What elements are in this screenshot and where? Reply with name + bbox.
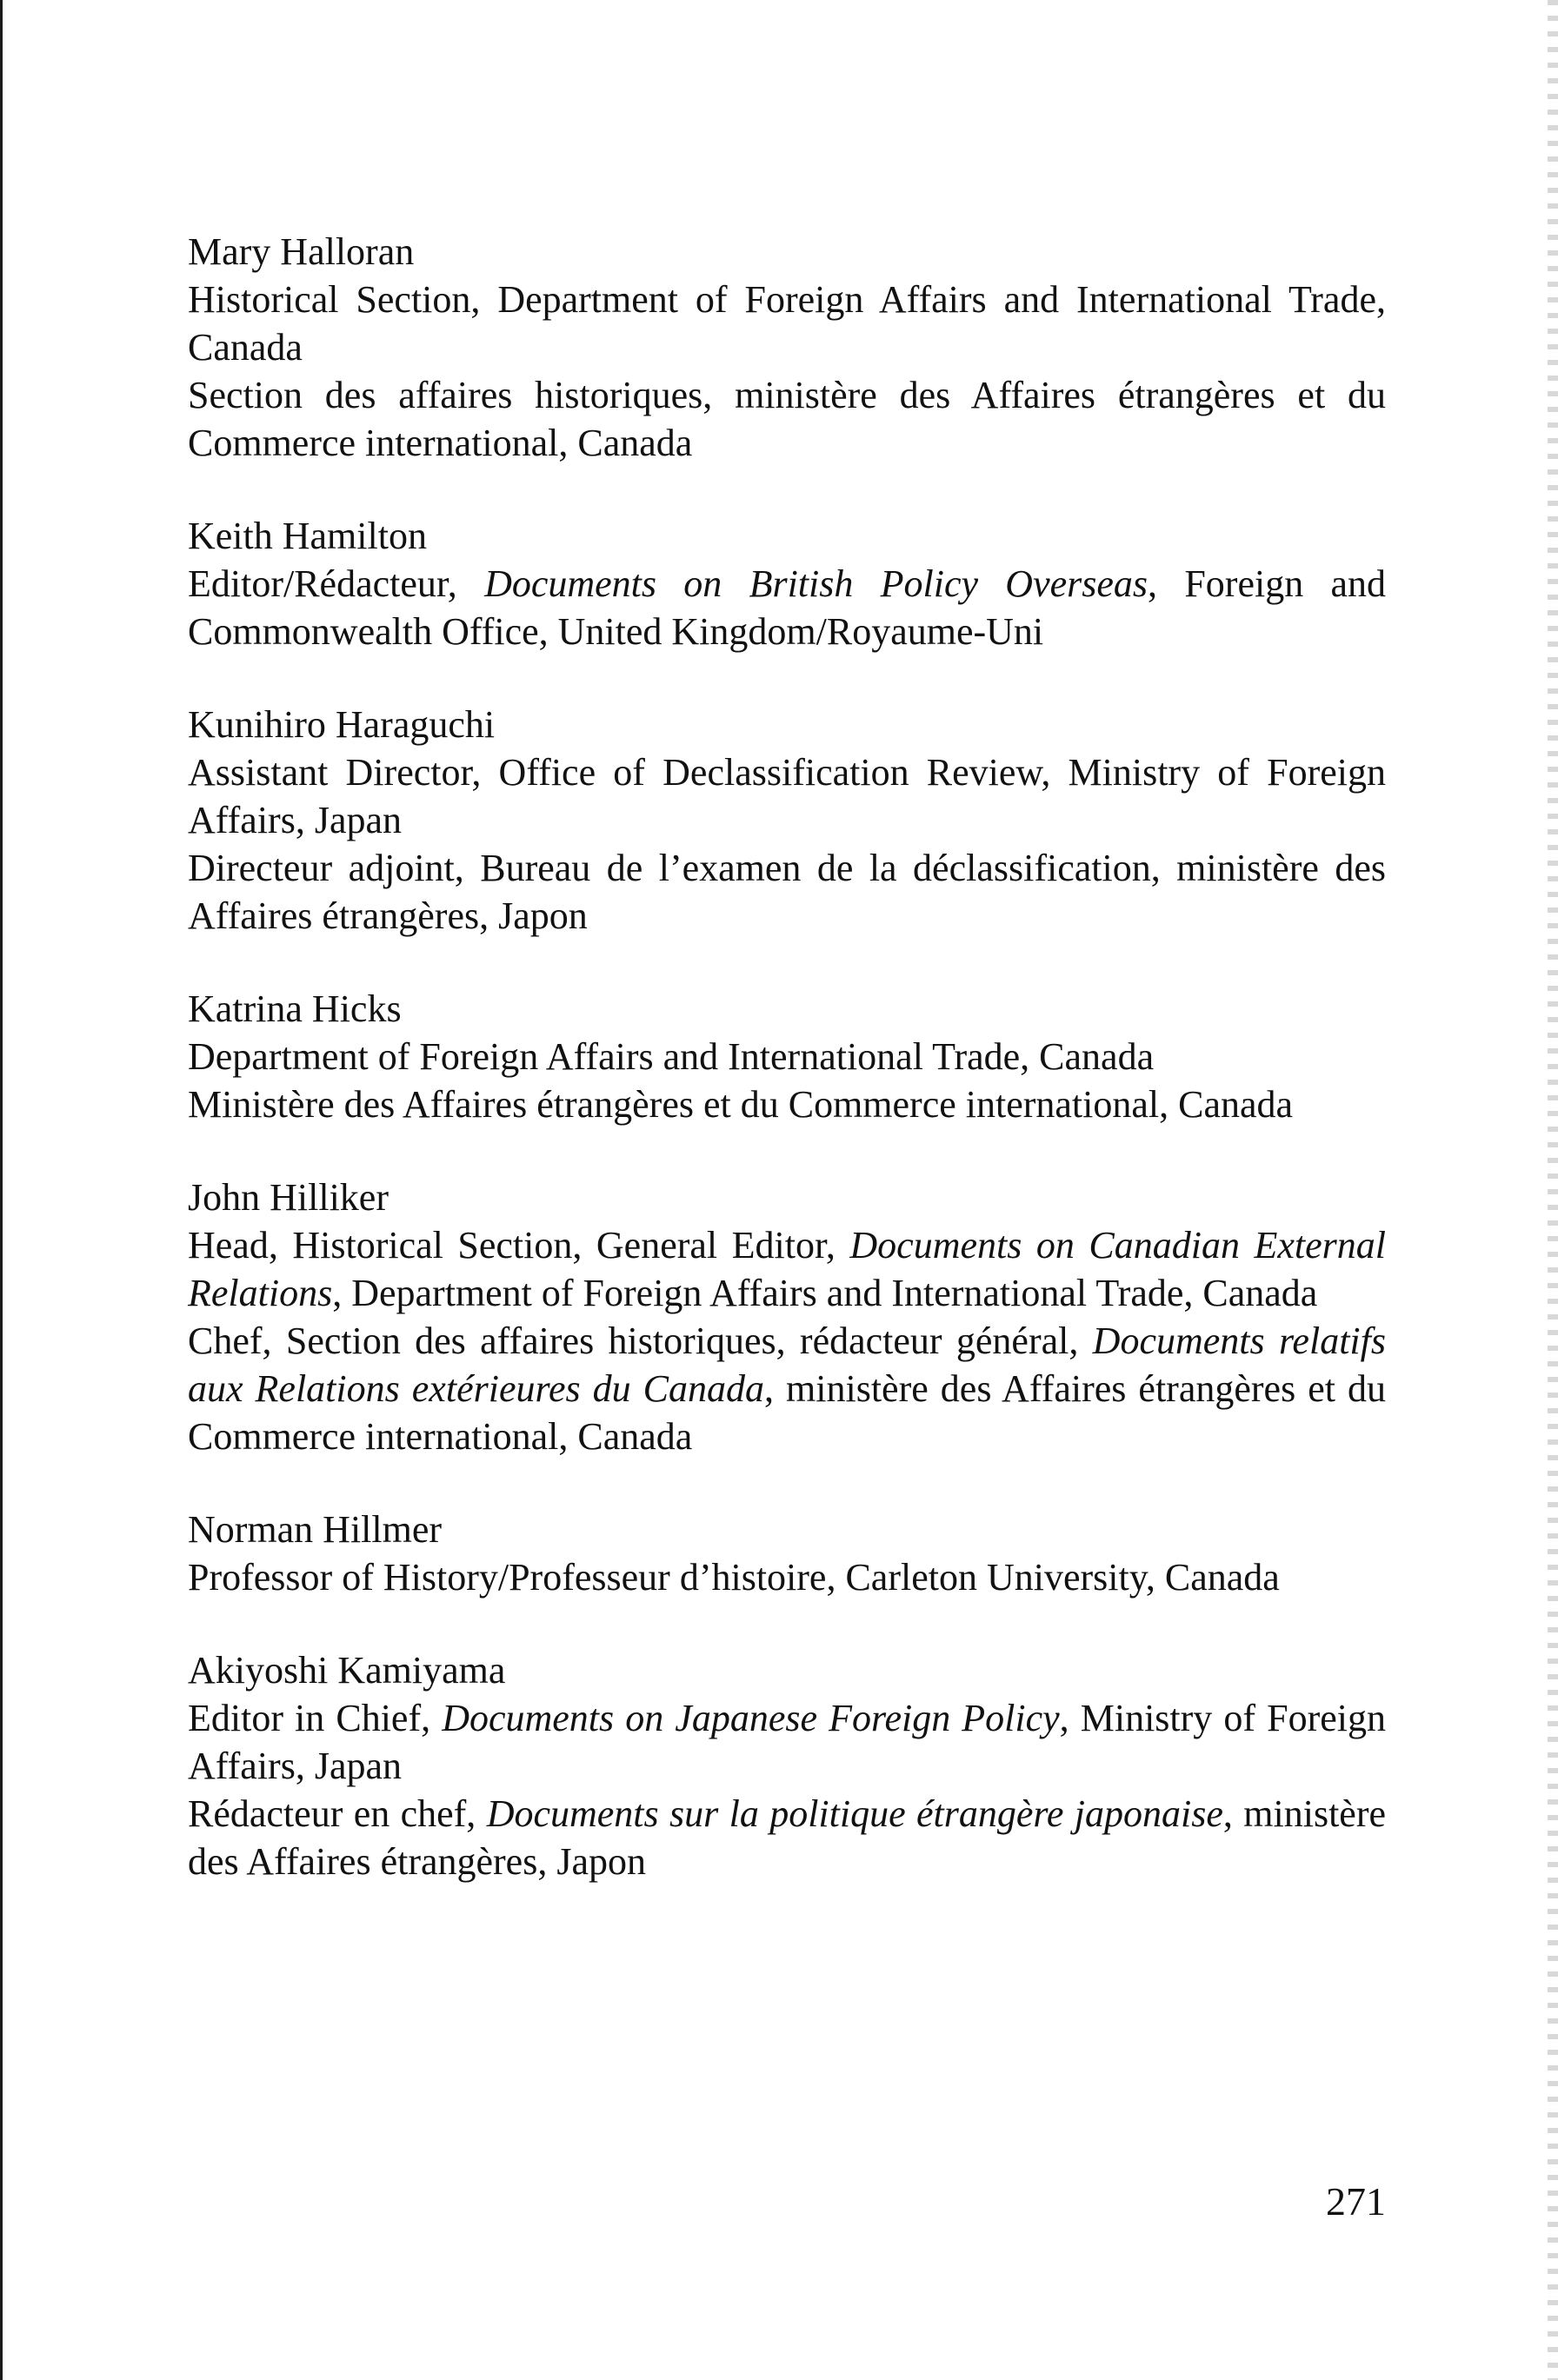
contributor-affiliation [188,1033,1386,1080]
affiliation-text: , Ministry of Foreign Affairs, Japan [188,1697,1386,1787]
contributor-affiliation [188,1694,1386,1790]
publication-title: Documents on British Policy Overseas [484,562,1149,605]
publication-title: Documents on Canadian External Relations [188,1224,1386,1314]
contributor-affiliation [188,371,1386,467]
contributor-name: Keith Hamilton [188,515,427,557]
affiliation-text: , Foreign and Commonwealth Office, United Kingdom/Royaume-Uni [188,562,1387,653]
contributor-name: Kunihiro Haraguchi [188,703,496,746]
contributor-affiliation [188,560,1386,655]
contributor-name: Akiyoshi Kamiyama [188,1649,506,1692]
affiliation-text: Chef, Section des affaires historiques, rédacteur général, [188,1320,1093,1362]
publication-title: Documents on Japanese Foreign Policy [442,1697,1060,1739]
page-number: 271 [1326,2179,1386,2224]
contributor-name: Katrina Hicks [188,987,402,1030]
affiliation-text: Professor of History/Professeur d’histoire, Carleton University, Canada [188,1556,1280,1599]
affiliation-text: , Department of Foreign Affairs and International Trade, Canada [332,1272,1318,1314]
contributor-affiliation [188,1080,1386,1128]
affiliation-text: Historical Section, Department of Foreign Affairs and International Trade, Canada [188,278,1386,369]
contributor-affiliation [188,844,1386,940]
contributor-entry [188,1173,1386,1460]
affiliation-text: Rédacteur en chef, [188,1792,487,1835]
affiliation-text: Assistant Director, Office of Declassification Review, Ministry of Foreign Affairs, Japan [188,751,1386,841]
contributor-affiliation [188,276,1386,371]
publication-title: Documents sur la politique étrangère japonaise [486,1792,1223,1835]
contributor-affiliation [188,1221,1386,1317]
contributor-name: John Hilliker [188,1176,389,1219]
contributor-entry [188,228,1386,467]
affiliation-text: Ministère des Affaires étrangères et du Commerce international, Canada [188,1083,1294,1126]
affiliation-text: Head, Historical Section, General Editor, [188,1224,850,1266]
affiliation-text: , ministère des Affaires étrangères, Japon [188,1792,1387,1883]
affiliation-text: Section des affaires historiques, ministère des Affaires étrangères et du Commerce international, Canada [188,374,1386,464]
affiliation-text: Department of Foreign Affairs and International Trade, Canada [188,1035,1155,1078]
affiliation-text: Directeur adjoint, Bureau de l’examen de la déclassification, ministère des Affaires étrangères, Japon [188,847,1386,937]
contributor-affiliation [188,1553,1386,1601]
contributor-entry [188,1506,1386,1601]
page-right-edge [1548,0,1558,2380]
contributor-affiliation [188,1790,1386,1885]
affiliation-text: , ministère des Affaires étrangères et du Commerce international, Canada [188,1367,1386,1458]
page-left-edge [0,0,3,2380]
contributor-name: Mary Halloran [188,230,415,273]
contributor-entry [188,701,1386,940]
contributor-entry [188,985,1386,1128]
contributor-name: Norman Hillmer [188,1508,443,1551]
contributor-affiliation [188,1317,1386,1460]
contributor-affiliation [188,748,1386,844]
contributor-entry [188,1646,1386,1885]
affiliation-text: Editor in Chief, [188,1697,443,1739]
contributor-entry [188,512,1386,655]
affiliation-text: Editor/Rédacteur, [188,562,485,605]
publication-title: Documents relatifs aux Relations extérieures du Canada [188,1320,1386,1410]
contributor-list [188,228,1386,1931]
